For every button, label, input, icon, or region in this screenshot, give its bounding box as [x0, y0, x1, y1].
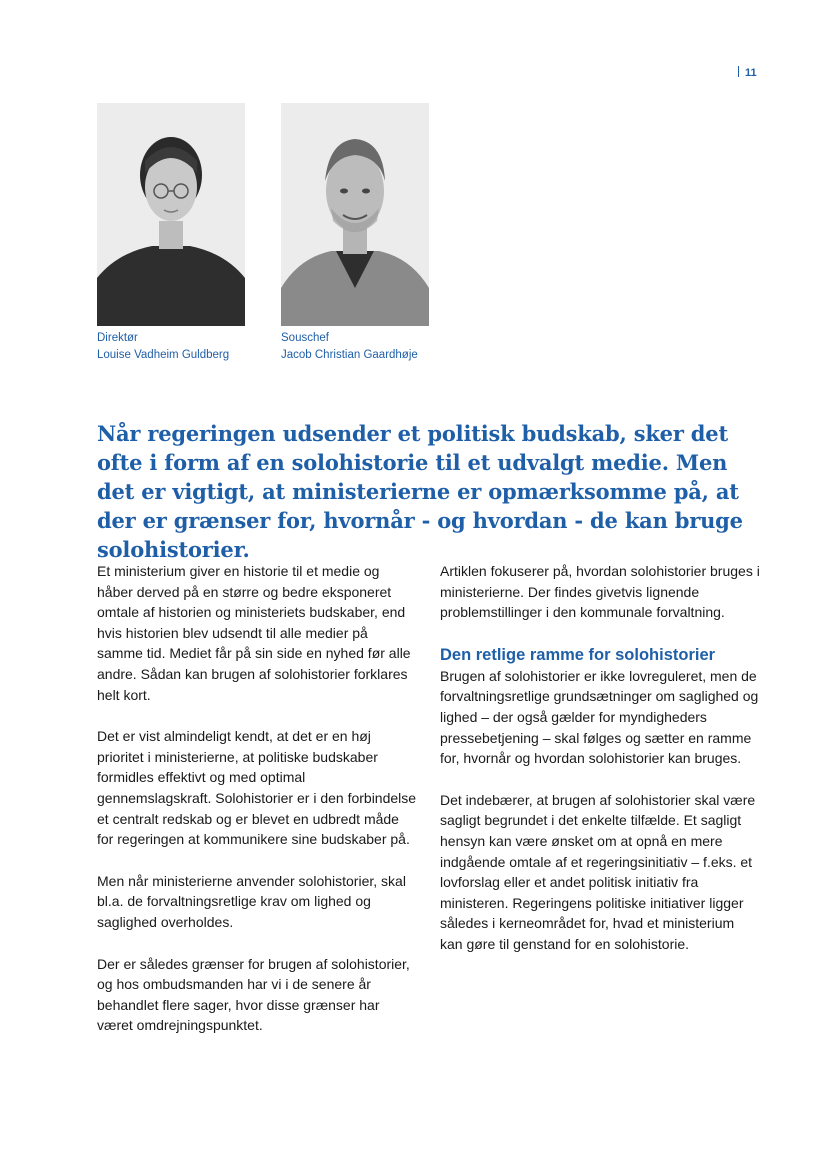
- body-paragraph: Artiklen fokuserer på, hvordan solohistorier bruges i ministerierne. Der findes givetvis lignende problemstillinger i den kommunale forvaltning.: [440, 563, 760, 621]
- portrait-caption-deputy: [281, 330, 418, 364]
- left-column: [97, 561, 417, 1057]
- caption-role: Souschef: [281, 332, 329, 344]
- page-number-divider: [738, 66, 739, 77]
- portrait-caption-director: [97, 330, 229, 364]
- portrait-photo-director: [97, 103, 245, 326]
- caption-role: Direktør: [97, 332, 138, 344]
- body-paragraph: Men når ministerierne anvender solohistorier, skal bl.a. de forvaltningsretlige krav om lighed og saglighed overholdes.: [97, 872, 406, 930]
- caption-name: Jacob Christian Gaardhøje: [281, 349, 418, 361]
- body-paragraph: Et ministerium giver en historie til et medie og håber derved på en større og bedre eksponeret omtale af historien og ministeriets budskaber, end hvis historien blev udsendt til alle medier på samme tid. Mediet får på sin side en nyhed før alle andre. Sådan kan brugen af solohistorier forklares helt kort.: [97, 563, 411, 703]
- body-paragraph: Det indebærer, at brugen af solohistorier skal være sagligt begrundet i det enkelte tilfælde. Et sagligt hensyn kan være ønsket om at opnå en mere indgående omtale af et regeringsinitiativ – f.eks. et lovforslag eller et andet politisk initiativ fra ministeren. Regeringens politiske initiativer ligger således i kerneområdet for, hvad et ministerium kan gøre til genstand for en solohistorie.: [440, 791, 756, 952]
- body-paragraph: Brugen af solohistorier er ikke lovreguleret, men de forvaltningsretlige grundsætninger om saglighed og lighed – der også gælder for myndigheders pressebetjening – skal følges og sætter en ramme for, hvornår og hvordan solohistorier kan bruges.: [440, 667, 759, 767]
- caption-name: Louise Vadheim Guldberg: [97, 349, 230, 361]
- portrait-photo-deputy: [281, 103, 429, 326]
- lead-paragraph: Når regeringen udsender et politisk budskab, sker det ofte i form af en solohistorie til et udvalgt medie. Men det er vigtigt, at ministerierne er opmærksomme på, at der er grænser for, hvornår - og hvordan - de kan bruge solohistorier.: [97, 421, 743, 562]
- page-number: [738, 66, 757, 79]
- section-heading: Den retlige ramme for solohistorier: [440, 645, 716, 664]
- right-column: [440, 561, 760, 976]
- page-number-value: 11: [745, 67, 757, 79]
- body-paragraph: Det er vist almindeligt kendt, at det er en høj prioritet i ministerierne, at politiske budskaber formidles effektivt og med optimal gennemslagskraft. Solohistorier er i den forbindelse et centralt redskab og er blevet en udbredt måde for regeringen at kommunikere sine budskaber på.: [97, 728, 417, 848]
- body-paragraph: Der er således grænser for brugen af solohistorier, og hos ombudsmanden har vi i de senere år behandlet flere sager, hvor disse grænser har været omdrejningspunktet.: [97, 955, 410, 1034]
